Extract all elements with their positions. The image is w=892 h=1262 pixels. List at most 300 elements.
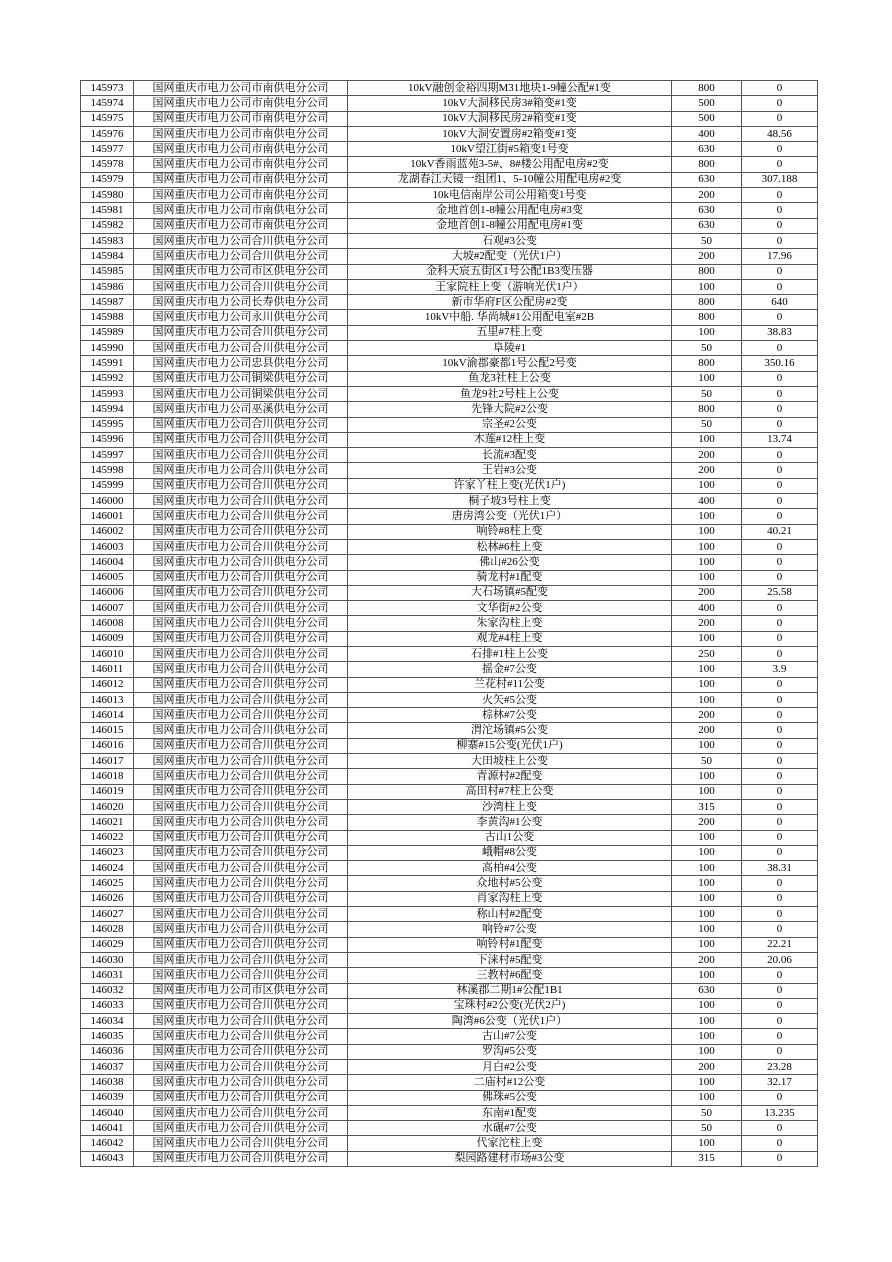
cell-transformer_name: 响铃村#1配变	[348, 937, 672, 952]
cell-id: 146017	[81, 754, 134, 769]
cell-company: 国网重庆市电力公司合川供电分公司	[134, 432, 348, 447]
table-row	[81, 907, 818, 922]
cell-transformer_name: 摇金#7公变	[348, 662, 672, 677]
cell-company: 国网重庆市电力公司合川供电分公司	[134, 784, 348, 799]
table-row	[81, 952, 818, 967]
cell-transformer_name: 三教村#6配变	[348, 968, 672, 983]
table-row	[81, 891, 818, 906]
cell-id: 146031	[81, 968, 134, 983]
cell-capacity: 100	[672, 998, 742, 1013]
cell-value: 0	[742, 386, 818, 401]
cell-capacity: 200	[672, 463, 742, 478]
cell-value: 0	[742, 218, 818, 233]
cell-transformer_name: 代家沱柱上变	[348, 1136, 672, 1151]
cell-value: 0	[742, 570, 818, 585]
cell-id: 146022	[81, 830, 134, 845]
cell-capacity: 200	[672, 1060, 742, 1075]
cell-transformer_name: 鱼龙9社2号柱上公变	[348, 386, 672, 401]
table-row	[81, 754, 818, 769]
cell-capacity: 315	[672, 799, 742, 814]
cell-transformer_name: 下涞村#5配变	[348, 952, 672, 967]
table-row	[81, 218, 818, 233]
cell-id: 146006	[81, 585, 134, 600]
cell-value: 0	[742, 876, 818, 891]
cell-transformer_name: 金地首创1-8幢公用配电房#1变	[348, 218, 672, 233]
cell-capacity: 400	[672, 601, 742, 616]
cell-id: 145994	[81, 402, 134, 417]
cell-value: 0	[742, 998, 818, 1013]
table-row	[81, 264, 818, 279]
cell-id: 146024	[81, 861, 134, 876]
cell-company: 国网重庆市电力公司忠县供电分公司	[134, 356, 348, 371]
cell-capacity: 100	[672, 478, 742, 493]
cell-transformer_name: 陶湾#6公变（光伏1户）	[348, 1014, 672, 1029]
cell-capacity: 100	[672, 968, 742, 983]
cell-value: 0	[742, 754, 818, 769]
cell-value: 0	[742, 1029, 818, 1044]
cell-value: 0	[742, 891, 818, 906]
cell-transformer_name: 鱼龙3社柱上公变	[348, 371, 672, 386]
cell-id: 146023	[81, 845, 134, 860]
cell-transformer_name: 先锋大院#2公变	[348, 402, 672, 417]
cell-transformer_name: 古山1公变	[348, 830, 672, 845]
cell-id: 146000	[81, 494, 134, 509]
cell-value: 0	[742, 188, 818, 203]
cell-id: 146029	[81, 937, 134, 952]
table-row	[81, 325, 818, 340]
table-row	[81, 585, 818, 600]
cell-capacity: 50	[672, 341, 742, 356]
cell-company: 国网重庆市电力公司合川供电分公司	[134, 1014, 348, 1029]
cell-company: 国网重庆市电力公司永川供电分公司	[134, 310, 348, 325]
cell-value: 0	[742, 142, 818, 157]
table-row	[81, 310, 818, 325]
cell-value: 0	[742, 157, 818, 172]
cell-capacity: 100	[672, 738, 742, 753]
table-row	[81, 784, 818, 799]
cell-capacity: 250	[672, 646, 742, 661]
cell-id: 146021	[81, 815, 134, 830]
cell-company: 国网重庆市电力公司合川供电分公司	[134, 1044, 348, 1059]
cell-company: 国网重庆市电力公司合川供电分公司	[134, 907, 348, 922]
cell-value: 0	[742, 341, 818, 356]
table-row	[81, 157, 818, 172]
cell-transformer_name: 大石场镇#5配变	[348, 585, 672, 600]
table-row	[81, 96, 818, 111]
cell-company: 国网重庆市电力公司合川供电分公司	[134, 555, 348, 570]
cell-company: 国网重庆市电力公司合川供电分公司	[134, 585, 348, 600]
cell-value: 23.28	[742, 1060, 818, 1075]
cell-value: 0	[742, 922, 818, 937]
cell-value: 0	[742, 402, 818, 417]
cell-id: 145990	[81, 341, 134, 356]
cell-value: 13.74	[742, 432, 818, 447]
cell-capacity: 200	[672, 448, 742, 463]
cell-id: 146036	[81, 1044, 134, 1059]
cell-company: 国网重庆市电力公司市南供电分公司	[134, 111, 348, 126]
table-body	[81, 81, 818, 1167]
cell-id: 146003	[81, 539, 134, 554]
transformer-table	[80, 80, 818, 1167]
cell-id: 146038	[81, 1075, 134, 1090]
cell-transformer_name: 10kV望江街#5箱变1号变	[348, 142, 672, 157]
cell-capacity: 50	[672, 1105, 742, 1120]
cell-capacity: 100	[672, 432, 742, 447]
cell-transformer_name: 骑龙村#1配变	[348, 570, 672, 585]
cell-capacity: 100	[672, 1044, 742, 1059]
cell-capacity: 400	[672, 126, 742, 141]
cell-capacity: 100	[672, 279, 742, 294]
cell-transformer_name: 文华街#2公变	[348, 601, 672, 616]
cell-transformer_name: 王家院柱上变（游响光伏1户）	[348, 279, 672, 294]
cell-company: 国网重庆市电力公司合川供电分公司	[134, 738, 348, 753]
cell-id: 146026	[81, 891, 134, 906]
table-row	[81, 646, 818, 661]
table-row	[81, 539, 818, 554]
cell-transformer_name: 大田坡柱上公变	[348, 754, 672, 769]
cell-company: 国网重庆市电力公司合川供电分公司	[134, 754, 348, 769]
cell-capacity: 100	[672, 861, 742, 876]
cell-transformer_name: 月白#2公变	[348, 1060, 672, 1075]
cell-id: 145973	[81, 81, 134, 96]
table-row	[81, 249, 818, 264]
cell-id: 145979	[81, 172, 134, 187]
cell-transformer_name: 王岩#3公变	[348, 463, 672, 478]
cell-value: 3.9	[742, 662, 818, 677]
cell-company: 国网重庆市电力公司合川供电分公司	[134, 708, 348, 723]
cell-transformer_name: 桐子坡3号柱上变	[348, 494, 672, 509]
cell-value: 0	[742, 983, 818, 998]
table-row	[81, 1151, 818, 1166]
cell-transformer_name: 渭沱场镇#5公变	[348, 723, 672, 738]
cell-company: 国网重庆市电力公司合川供电分公司	[134, 998, 348, 1013]
cell-company: 国网重庆市电力公司合川供电分公司	[134, 891, 348, 906]
cell-company: 国网重庆市电力公司合川供电分公司	[134, 937, 348, 952]
cell-company: 国网重庆市电力公司合川供电分公司	[134, 1151, 348, 1166]
table-row	[81, 1060, 818, 1075]
table-row	[81, 463, 818, 478]
cell-capacity: 100	[672, 845, 742, 860]
cell-value: 25.58	[742, 585, 818, 600]
table-row	[81, 662, 818, 677]
cell-transformer_name: 峨帽#8公变	[348, 845, 672, 860]
cell-company: 国网重庆市电力公司合川供电分公司	[134, 417, 348, 432]
cell-id: 145995	[81, 417, 134, 432]
cell-value: 48.56	[742, 126, 818, 141]
cell-capacity: 100	[672, 325, 742, 340]
cell-id: 146042	[81, 1136, 134, 1151]
cell-capacity: 200	[672, 249, 742, 264]
cell-value: 307.188	[742, 172, 818, 187]
cell-transformer_name: 朱家沟柱上变	[348, 616, 672, 631]
cell-company: 国网重庆市电力公司合川供电分公司	[134, 233, 348, 248]
table-row	[81, 1121, 818, 1136]
cell-transformer_name: 10kV香雨蓝苑3-5#、8#楼公用配电房#2变	[348, 157, 672, 172]
cell-transformer_name: 五里#7柱上变	[348, 325, 672, 340]
cell-company: 国网重庆市电力公司合川供电分公司	[134, 325, 348, 340]
cell-value: 0	[742, 616, 818, 631]
cell-transformer_name: 罗沟#5公变	[348, 1044, 672, 1059]
table-row	[81, 233, 818, 248]
cell-company: 国网重庆市电力公司长寿供电分公司	[134, 295, 348, 310]
cell-company: 国网重庆市电力公司合川供电分公司	[134, 478, 348, 493]
cell-capacity: 630	[672, 203, 742, 218]
cell-company: 国网重庆市电力公司合川供电分公司	[134, 463, 348, 478]
table-row	[81, 1105, 818, 1120]
cell-id: 146040	[81, 1105, 134, 1120]
cell-transformer_name: 佛山#26公变	[348, 555, 672, 570]
cell-company: 国网重庆市电力公司合川供电分公司	[134, 677, 348, 692]
cell-value: 0	[742, 784, 818, 799]
table-row	[81, 478, 818, 493]
cell-id: 146008	[81, 616, 134, 631]
table-row	[81, 738, 818, 753]
cell-transformer_name: 10kV大洞移民房2#箱变#1变	[348, 111, 672, 126]
cell-capacity: 100	[672, 677, 742, 692]
cell-transformer_name: 众地村#5公变	[348, 876, 672, 891]
cell-company: 国网重庆市电力公司合川供电分公司	[134, 799, 348, 814]
cell-company: 国网重庆市电力公司合川供电分公司	[134, 570, 348, 585]
cell-id: 146011	[81, 662, 134, 677]
cell-value: 0	[742, 738, 818, 753]
cell-transformer_name: 许家丫柱上变(光伏1户)	[348, 478, 672, 493]
cell-id: 145992	[81, 371, 134, 386]
table-row	[81, 968, 818, 983]
cell-company: 国网重庆市电力公司合川供电分公司	[134, 662, 348, 677]
cell-transformer_name: 二庙村#12公变	[348, 1075, 672, 1090]
cell-capacity: 500	[672, 96, 742, 111]
cell-id: 146041	[81, 1121, 134, 1136]
cell-value: 0	[742, 1136, 818, 1151]
table-row	[81, 845, 818, 860]
cell-value: 0	[742, 601, 818, 616]
cell-capacity: 200	[672, 585, 742, 600]
cell-id: 146015	[81, 723, 134, 738]
cell-capacity: 100	[672, 922, 742, 937]
cell-capacity: 100	[672, 692, 742, 707]
cell-id: 146009	[81, 631, 134, 646]
cell-transformer_name: 兰花村#11公变	[348, 677, 672, 692]
table-row	[81, 188, 818, 203]
cell-value: 0	[742, 1151, 818, 1166]
cell-value: 0	[742, 539, 818, 554]
cell-company: 国网重庆市电力公司巫溪供电分公司	[134, 402, 348, 417]
table-row	[81, 601, 818, 616]
cell-company: 国网重庆市电力公司合川供电分公司	[134, 1029, 348, 1044]
cell-capacity: 100	[672, 784, 742, 799]
cell-company: 国网重庆市电力公司铜梁供电分公司	[134, 371, 348, 386]
cell-capacity: 100	[672, 830, 742, 845]
cell-value: 0	[742, 677, 818, 692]
cell-capacity: 100	[672, 371, 742, 386]
cell-capacity: 50	[672, 1121, 742, 1136]
cell-transformer_name: 佛珠#5公变	[348, 1090, 672, 1105]
cell-id: 145982	[81, 218, 134, 233]
cell-value: 0	[742, 968, 818, 983]
cell-value: 0	[742, 907, 818, 922]
table-row	[81, 922, 818, 937]
cell-id: 145980	[81, 188, 134, 203]
cell-value: 32.17	[742, 1075, 818, 1090]
cell-value: 0	[742, 799, 818, 814]
cell-value: 0	[742, 708, 818, 723]
table-row	[81, 356, 818, 371]
cell-company: 国网重庆市电力公司合川供电分公司	[134, 952, 348, 967]
cell-id: 146032	[81, 983, 134, 998]
table-row	[81, 1014, 818, 1029]
cell-company: 国网重庆市电力公司合川供电分公司	[134, 616, 348, 631]
cell-company: 国网重庆市电力公司合川供电分公司	[134, 845, 348, 860]
cell-transformer_name: 水碾#7公变	[348, 1121, 672, 1136]
table-row	[81, 631, 818, 646]
table-row	[81, 295, 818, 310]
cell-id: 145997	[81, 448, 134, 463]
cell-id: 146004	[81, 555, 134, 570]
cell-id: 146013	[81, 692, 134, 707]
cell-capacity: 800	[672, 402, 742, 417]
table-row	[81, 448, 818, 463]
cell-value: 0	[742, 417, 818, 432]
cell-id: 146007	[81, 601, 134, 616]
cell-id: 146019	[81, 784, 134, 799]
cell-capacity: 400	[672, 494, 742, 509]
table-row	[81, 1044, 818, 1059]
cell-value: 22.21	[742, 937, 818, 952]
cell-transformer_name: 火矢#5公变	[348, 692, 672, 707]
cell-company: 国网重庆市电力公司合川供电分公司	[134, 539, 348, 554]
cell-company: 国网重庆市电力公司市南供电分公司	[134, 203, 348, 218]
cell-capacity: 100	[672, 1075, 742, 1090]
cell-capacity: 100	[672, 1014, 742, 1029]
cell-value: 0	[742, 509, 818, 524]
table-row	[81, 1075, 818, 1090]
cell-capacity: 100	[672, 631, 742, 646]
cell-value: 0	[742, 769, 818, 784]
cell-value: 0	[742, 448, 818, 463]
cell-transformer_name: 李黄沟#1公变	[348, 815, 672, 830]
cell-id: 145978	[81, 157, 134, 172]
cell-company: 国网重庆市电力公司合川供电分公司	[134, 341, 348, 356]
cell-transformer_name: 10k电信南岸公司公用箱变1号变	[348, 188, 672, 203]
cell-transformer_name: 东南#1配变	[348, 1105, 672, 1120]
cell-company: 国网重庆市电力公司市南供电分公司	[134, 157, 348, 172]
cell-value: 17.96	[742, 249, 818, 264]
cell-company: 国网重庆市电力公司合川供电分公司	[134, 769, 348, 784]
cell-value: 0	[742, 264, 818, 279]
cell-value: 640	[742, 295, 818, 310]
table-row	[81, 524, 818, 539]
cell-transformer_name: 青源村#2配变	[348, 769, 672, 784]
cell-transformer_name: 柳寨#15公变(光伏1户)	[348, 738, 672, 753]
cell-transformer_name: 棕林#7公变	[348, 708, 672, 723]
table-row	[81, 876, 818, 891]
cell-company: 国网重庆市电力公司市南供电分公司	[134, 218, 348, 233]
cell-transformer_name: 石排#1柱上公变	[348, 646, 672, 661]
cell-company: 国网重庆市电力公司合川供电分公司	[134, 1075, 348, 1090]
table-row	[81, 172, 818, 187]
cell-transformer_name: 林溪郡二期1#公配1B1	[348, 983, 672, 998]
cell-company: 国网重庆市电力公司铜梁供电分公司	[134, 386, 348, 401]
cell-capacity: 200	[672, 188, 742, 203]
cell-id: 145984	[81, 249, 134, 264]
cell-transformer_name: 石观#3公变	[348, 233, 672, 248]
cell-id: 145975	[81, 111, 134, 126]
cell-value: 0	[742, 310, 818, 325]
cell-transformer_name: 金科天宸五街区1号公配1B3变压器	[348, 264, 672, 279]
cell-value: 0	[742, 96, 818, 111]
cell-id: 145989	[81, 325, 134, 340]
cell-value: 0	[742, 723, 818, 738]
cell-capacity: 100	[672, 509, 742, 524]
cell-value: 0	[742, 555, 818, 570]
cell-id: 146018	[81, 769, 134, 784]
cell-company: 国网重庆市电力公司市南供电分公司	[134, 142, 348, 157]
cell-transformer_name: 宝珠村#2公变(光伏2户)	[348, 998, 672, 1013]
cell-company: 国网重庆市电力公司合川供电分公司	[134, 601, 348, 616]
cell-id: 145985	[81, 264, 134, 279]
cell-value: 0	[742, 830, 818, 845]
cell-company: 国网重庆市电力公司合川供电分公司	[134, 876, 348, 891]
cell-transformer_name: 响铃#8柱上变	[348, 524, 672, 539]
cell-capacity: 50	[672, 386, 742, 401]
cell-transformer_name: 唐房湾公变（光伏1户）	[348, 509, 672, 524]
table-row	[81, 769, 818, 784]
table-row	[81, 830, 818, 845]
cell-transformer_name: 沙湾柱上变	[348, 799, 672, 814]
cell-transformer_name: 新市华府F区公配房#2变	[348, 295, 672, 310]
cell-value: 0	[742, 815, 818, 830]
table-row	[81, 677, 818, 692]
table-row	[81, 126, 818, 141]
cell-value: 0	[742, 494, 818, 509]
cell-capacity: 50	[672, 417, 742, 432]
cell-value: 38.83	[742, 325, 818, 340]
cell-company: 国网重庆市电力公司合川供电分公司	[134, 631, 348, 646]
cell-company: 国网重庆市电力公司合川供电分公司	[134, 249, 348, 264]
cell-transformer_name: 木莲#12柱上变	[348, 432, 672, 447]
cell-id: 145976	[81, 126, 134, 141]
cell-transformer_name: 高田村#7柱上公变	[348, 784, 672, 799]
cell-id: 145996	[81, 432, 134, 447]
cell-value: 13.235	[742, 1105, 818, 1120]
cell-transformer_name: 金地首创1-8幢公用配电房#3变	[348, 203, 672, 218]
cell-id: 145981	[81, 203, 134, 218]
cell-id: 146010	[81, 646, 134, 661]
cell-id: 146014	[81, 708, 134, 723]
cell-capacity: 100	[672, 1136, 742, 1151]
cell-capacity: 200	[672, 723, 742, 738]
cell-capacity: 200	[672, 616, 742, 631]
cell-company: 国网重庆市电力公司合川供电分公司	[134, 861, 348, 876]
cell-company: 国网重庆市电力公司合川供电分公司	[134, 646, 348, 661]
cell-capacity: 800	[672, 295, 742, 310]
cell-id: 146002	[81, 524, 134, 539]
cell-capacity: 800	[672, 264, 742, 279]
cell-capacity: 315	[672, 1151, 742, 1166]
cell-capacity: 100	[672, 539, 742, 554]
cell-id: 146037	[81, 1060, 134, 1075]
cell-value: 0	[742, 111, 818, 126]
cell-transformer_name: 大坡#2配变（光伏1户）	[348, 249, 672, 264]
cell-capacity: 100	[672, 555, 742, 570]
table-row	[81, 799, 818, 814]
cell-capacity: 100	[672, 1029, 742, 1044]
cell-value: 0	[742, 233, 818, 248]
cell-transformer_name: 高柏#4公变	[348, 861, 672, 876]
cell-company: 国网重庆市电力公司市南供电分公司	[134, 81, 348, 96]
cell-id: 146012	[81, 677, 134, 692]
table-row	[81, 142, 818, 157]
